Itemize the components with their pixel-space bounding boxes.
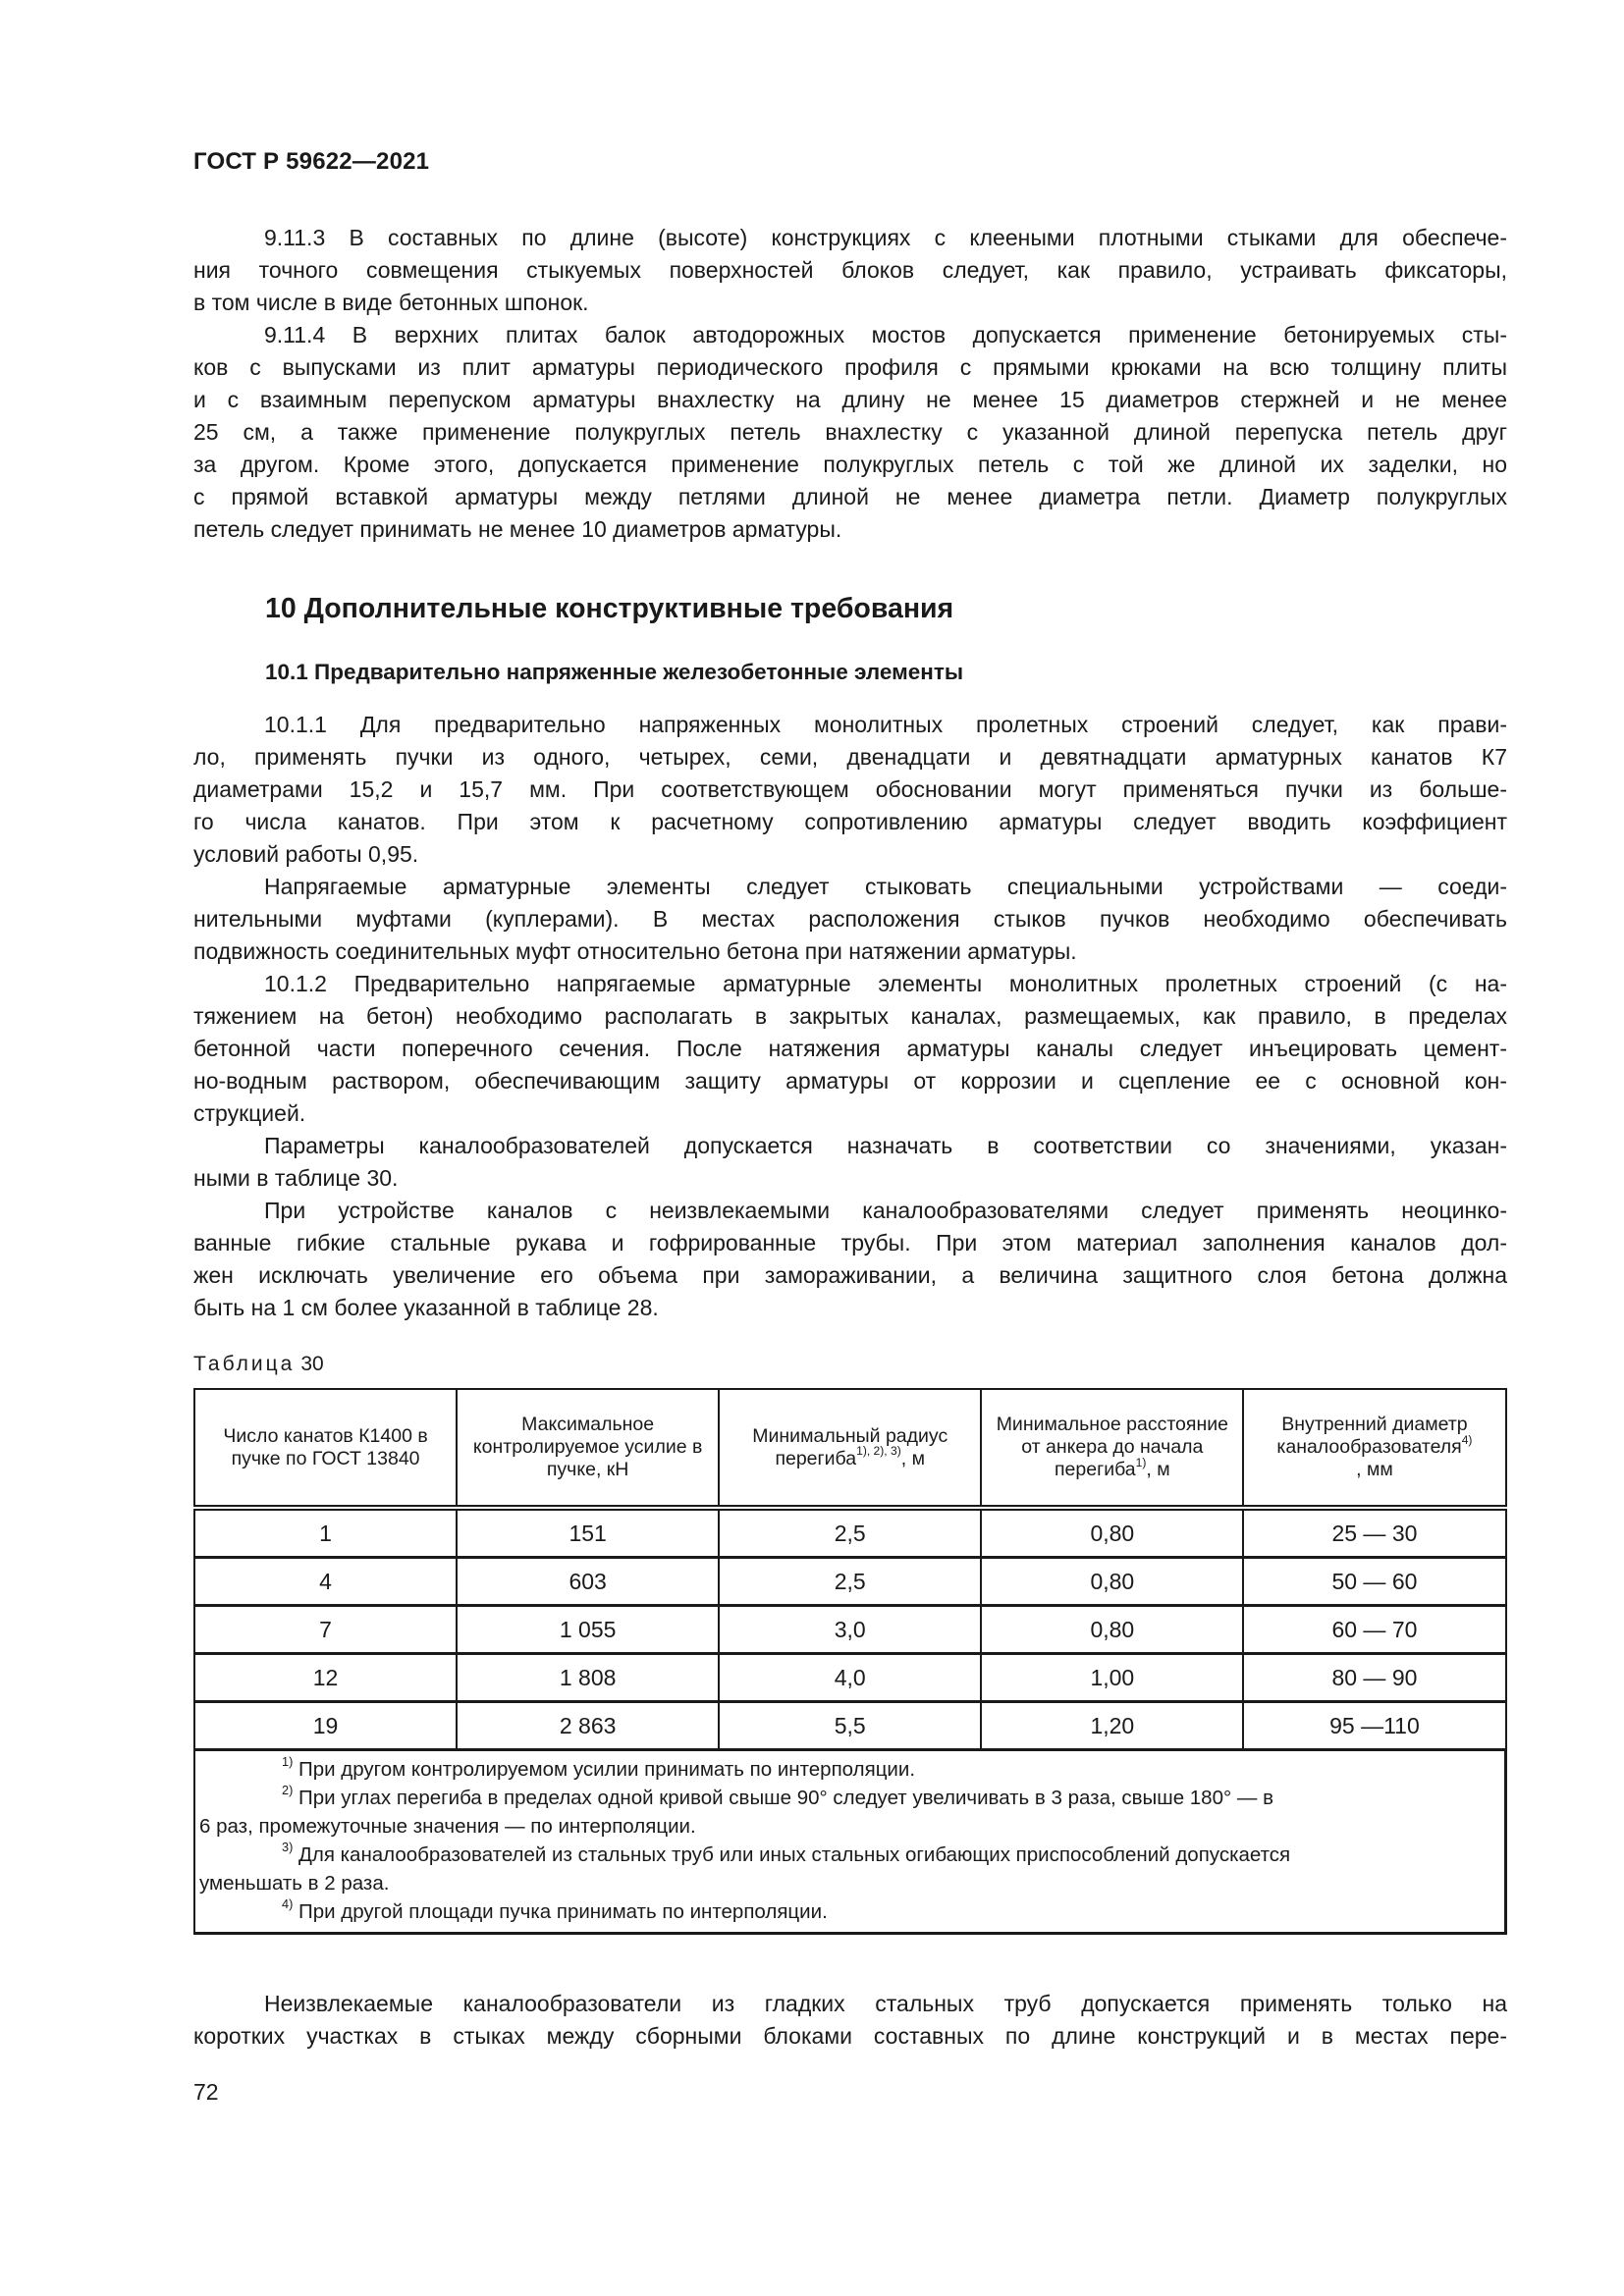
table-cell: 5,5: [719, 1702, 981, 1750]
paragraph-smooth-steel-ducts: [193, 1988, 1507, 2053]
text-line: тяжением на бетон) необходимо располагать в закрытых каналах, размещаемых, как правило, в пределах: [193, 1003, 1507, 1029]
text-line: ния точного совмещения стыкуемых поверхностей блоков следует, как правило, устраивать фиксаторы,: [193, 257, 1507, 283]
footnote-3: $^{3)}$ Для каналообразователей из стальных труб или иных стальных огибающих приспособлений допускается: [282, 1840, 1291, 1866]
table-row: [194, 1654, 1506, 1702]
table-cell: 3,0: [719, 1606, 981, 1654]
table-cell: 2 863: [457, 1702, 719, 1750]
table-caption-label: Таблица: [193, 1353, 296, 1375]
text-line: струкцией.: [193, 1100, 306, 1126]
text-line: и с взаимным перепуском арматуры внахлестку на длину не менее 15 диаметров стержней и не менее: [193, 387, 1507, 412]
table-cell: 0,80: [981, 1508, 1243, 1558]
table-cell: 4: [194, 1558, 457, 1606]
text-line: Напрягаемые арматурные элементы следует стыковать специальными устройствами — соеди-: [264, 874, 1507, 899]
table-cell: 1,00: [981, 1654, 1243, 1702]
text-line: 25 см, а также применение полукруглых петель внахлестку с указанной длиной перепуска петель друг: [193, 419, 1507, 445]
column-header: Число канатов К1400 в пучке по ГОСТ 13840: [194, 1389, 457, 1508]
table-cell: 19: [194, 1702, 457, 1750]
text-line: ков с выпусками из плит арматуры периодического профиля с прямыми крюками на всю толщину плиты: [193, 354, 1507, 380]
column-header: Минимальное расстояние от анкера до начала перегиба$^{1)}$, м: [981, 1389, 1243, 1508]
footnote-2: $^{2)}$ При углах перегиба в пределах одной кривой свыше 90° следует увеличивать в 3 раза, свыше 180° — в: [282, 1783, 1273, 1809]
table-footnotes: [194, 1750, 1506, 1934]
table-row: [194, 1606, 1506, 1654]
footnote-1: $^{1)}$ При другом контролируемом усилии принимать по интерполяции.: [282, 1754, 916, 1781]
table-cell: 2,5: [719, 1508, 981, 1558]
table-cell: 2,5: [719, 1558, 981, 1606]
table-caption: [193, 1353, 324, 1376]
text-line: диаметрами 15,2 и 15,7 мм. При соответствующем обосновании могут применяться пучки из больше-: [193, 776, 1507, 802]
text-line: быть на 1 см более указанной в таблице 28.: [193, 1295, 659, 1320]
text-line: Неизвлекаемые каналообразователи из гладких стальных труб допускается применять только на: [264, 1991, 1507, 2016]
column-header: Максимальное контролируемое усилие в пучке, кН: [457, 1389, 719, 1508]
footnote-3-cont: уменьшать в 2 раза.: [199, 1872, 390, 1895]
text-line: но-водным раствором, обеспечивающим защиту арматуры от коррозии и сцепление ее с основной кон-: [193, 1068, 1507, 1094]
table-cell: 1: [194, 1508, 457, 1558]
table-cell: 603: [457, 1558, 719, 1606]
text-line: петель следует принимать не менее 10 диаметров арматуры.: [193, 516, 842, 542]
column-header: Внутренний диаметр каналообразователя$^{4)}$ , мм: [1243, 1389, 1505, 1508]
table-caption-number: 30: [300, 1353, 324, 1375]
table-footnotes-row: [194, 1750, 1506, 1934]
table-cell: 7: [194, 1606, 457, 1654]
paragraph-10-1-2: [193, 968, 1507, 1130]
column-header: Минимальный радиус перегиба$^{1), 2), 3)}$, м: [719, 1389, 981, 1508]
text-line: ванные гибкие стальные рукава и гофрированные трубы. При этом материал заполнения каналов дол-: [193, 1230, 1507, 1255]
footnote-2-cont: 6 раз, промежуточные значения — по интерполяции.: [199, 1815, 696, 1838]
table-cell: 0,80: [981, 1606, 1243, 1654]
paragraph-nonremovable-ducts: [193, 1195, 1507, 1324]
table-cell: 151: [457, 1508, 719, 1558]
text-line: 9.11.3 В составных по длине (высоте) конструкциях с клееными плотными стыками для обеспече-: [264, 225, 1507, 250]
text-line: 9.11.4 В верхних плитах балок автодорожных мостов допускается применение бетонируемых сты-: [264, 322, 1507, 347]
paragraph-couplers: [193, 871, 1507, 968]
table-cell: 25 — 30: [1243, 1508, 1505, 1558]
text-line: ными в таблице 30.: [193, 1165, 399, 1191]
table-cell: 60 — 70: [1243, 1606, 1505, 1654]
text-line: нительными муфтами (куплерами). В местах расположения стыков пучков необходимо обеспечивать: [193, 906, 1507, 932]
table-cell: 50 — 60: [1243, 1558, 1505, 1606]
text-line: за другом. Кроме этого, допускается применение полукруглых петель с той же длиной их заделки, но: [193, 452, 1507, 477]
data-table: [193, 1388, 1507, 1935]
document-code: ГОСТ Р 59622—2021: [193, 148, 430, 175]
table-cell: 1,20: [981, 1702, 1243, 1750]
subsection-heading: 10.1 Предварительно напряженные железобетонные элементы: [265, 660, 964, 684]
table-cell: 1 055: [457, 1606, 719, 1654]
text-line: го числа канатов. При этом к расчетному сопротивлению арматуры следует вводить коэффициент: [193, 809, 1507, 834]
text-line: жен исключать увеличение его объема при замораживании, а величина защитного слоя бетона должна: [193, 1262, 1507, 1288]
text-line: 10.1.2 Предварительно напрягаемые арматурные элементы монолитных пролетных строений (с на-: [264, 971, 1507, 996]
text-line: Параметры каналообразователей допускается назначать в соответствии со значениями, указан-: [264, 1133, 1507, 1158]
table-cell: 95 —110: [1243, 1702, 1505, 1750]
table-cell: 4,0: [719, 1654, 981, 1702]
table-cell: 0,80: [981, 1558, 1243, 1606]
footnote-4: $^{4)}$ При другой площади пучка принимать по интерполяции.: [282, 1896, 828, 1923]
text-line: в том числе в виде бетонных шпонок.: [193, 290, 589, 315]
paragraph-parameters: [193, 1130, 1507, 1195]
paragraph-9-11-3: [193, 222, 1507, 319]
table-row: [194, 1558, 1506, 1606]
text-line: подвижность соединительных муфт относительно бетона при натяжении арматуры.: [193, 938, 1077, 964]
text-line: При устройстве каналов с неизвлекаемыми каналообразователями следует применять неоцинко-: [264, 1198, 1507, 1223]
table-row: [194, 1702, 1506, 1750]
text-line: условий работы 0,95.: [193, 841, 419, 867]
table-cell: 1 808: [457, 1654, 719, 1702]
text-line: коротких участках в стыках между сборными блоками составных по длине конструкций и в местах пере-: [193, 2023, 1507, 2049]
table-cell: 80 — 90: [1243, 1654, 1505, 1702]
text-line: ло, применять пучки из одного, четырех, семи, двенадцати и девятнадцати арматурных канатов К7: [193, 744, 1507, 770]
table-cell: 12: [194, 1654, 457, 1702]
table-row: [194, 1508, 1506, 1558]
text-line: бетонной части поперечного сечения. После натяжения арматуры каналы следует инъецировать цемент-: [193, 1036, 1507, 1061]
table-header-row: [194, 1389, 1506, 1508]
paragraph-9-11-4: [193, 319, 1507, 546]
section-heading: 10 Дополнительные конструктивные требования: [265, 593, 954, 624]
page-number: 72: [193, 2079, 219, 2105]
text-line: с прямой вставкой арматуры между петлями длиной не менее диаметра петли. Диаметр полукруглых: [193, 484, 1507, 509]
text-line: 10.1.1 Для предварительно напряженных монолитных пролетных строений следует, как прави-: [264, 712, 1507, 737]
paragraph-10-1-1: [193, 709, 1507, 871]
